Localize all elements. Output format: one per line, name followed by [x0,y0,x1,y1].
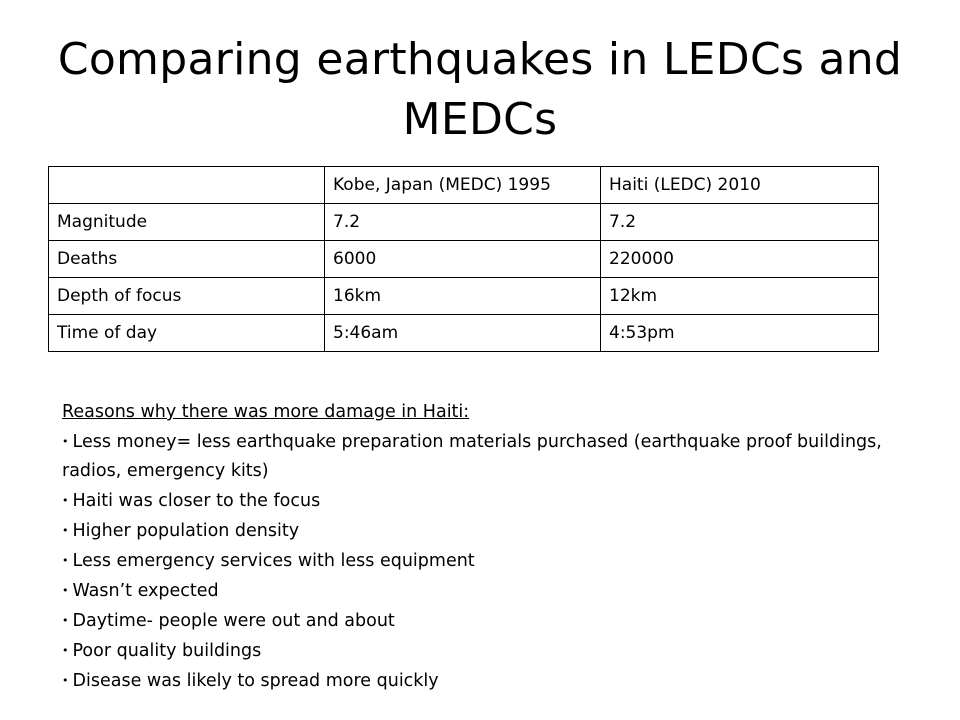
list-item [62,576,922,606]
table-cell: 12km [601,278,879,315]
bullet-icon: • [62,614,69,627]
bullet-icon: • [62,644,69,657]
list-item [62,636,922,666]
bullet-icon: • [62,494,69,507]
list-item-text: Disease was likely to spread more quickly [72,671,439,691]
list-item-text: Daytime- people were out and about [72,611,395,631]
table-header-cell: Kobe, Japan (MEDC) 1995 [325,167,601,204]
list-item-text: Less money= less earthquake preparation materials purchased (earthquake proof buildings, radios, emergency kits) [62,432,882,481]
table-row-label: Magnitude [49,204,325,241]
list-item-text: Less emergency services with less equipment [72,551,475,571]
table-row [49,241,879,278]
bullet-icon: • [62,524,69,537]
slide-title: Comparing earthquakes in LEDCs and MEDCs [57,34,903,145]
table-row-label: Time of day [49,315,325,352]
table-header-row [49,167,879,204]
table-cell: 7.2 [601,204,879,241]
list-item-text: Haiti was closer to the focus [72,491,321,511]
table-header-cell: Haiti (LEDC) 2010 [601,167,879,204]
reasons-list [62,427,922,696]
table-row [49,315,879,352]
list-item-text: Poor quality buildings [72,641,262,661]
table-cell: 4:53pm [601,315,879,352]
table-header-cell [49,167,325,204]
table-cell: 7.2 [325,204,601,241]
bullet-icon: • [62,435,69,448]
bullet-icon: • [62,584,69,597]
reasons-block [62,398,922,696]
list-item [62,516,922,546]
table-row [49,278,879,315]
table-cell: 6000 [325,241,601,278]
bullet-icon: • [62,674,69,687]
table-cell: 5:46am [325,315,601,352]
table-row-label: Depth of focus [49,278,325,315]
comparison-table [48,166,879,352]
list-item [62,666,922,696]
table-cell: 220000 [601,241,879,278]
list-item [62,486,922,516]
list-item-text: Wasn’t expected [72,581,219,601]
table-row [49,204,879,241]
list-item [62,546,922,576]
reasons-heading: Reasons why there was more damage in Haiti: [62,402,470,422]
table-cell: 16km [325,278,601,315]
list-item [62,606,922,636]
bullet-icon: • [62,554,69,567]
list-item [62,427,922,486]
list-item-text: Higher population density [72,521,300,541]
table-row-label: Deaths [49,241,325,278]
